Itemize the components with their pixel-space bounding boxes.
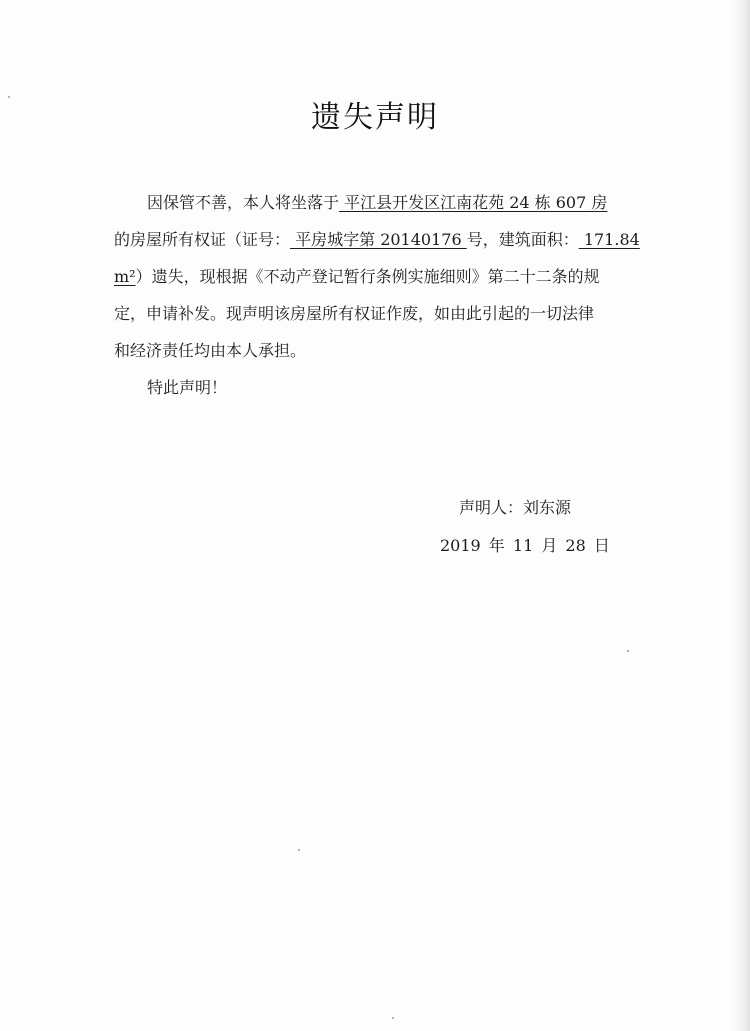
scan-speck [392,1017,394,1019]
line-2-prefix: 的房屋所有权证（证号： [114,230,291,249]
declaration-date: 2019 年 11 月 28 日 [440,536,610,555]
paragraph-1-line-5: 和经济责任均由本人承担。 [114,341,307,360]
building-area-unit: m² [114,267,136,286]
scan-speck [627,650,629,652]
line-3-text: ）遗失，现根据《不动产登记暂行条例实施细则》第二十二条的规 [135,267,600,286]
scan-speck [298,849,300,851]
line-2-mid: 号，建筑面积： [466,230,579,249]
paragraph-1-line-2 [114,221,640,258]
certificate-number: 平房城字第 20140176 [290,230,467,249]
signature-line [459,495,571,518]
signer-name: 刘东源 [523,498,572,517]
line-1-prefix: 因保管不善，本人将坐落于 [147,193,340,212]
paragraph-1-line-3 [114,258,634,295]
closing-statement: 特此声明！ [147,378,228,397]
paragraph-1-line-4: 定，申请补发。现声明该房屋所有权证作废，如由此引起的一切法律 [114,304,595,323]
document-title: 遗失声明 [311,100,439,135]
scan-edge-shadow [732,0,750,1031]
paragraph-1-line-1 [114,184,634,221]
building-area-value: 171.84 [578,230,640,249]
property-address: 平江县开发区江南花苑 24 栋 607 房 [339,193,608,212]
signature-label: 声明人： [459,498,524,517]
declaration-body [114,184,640,406]
